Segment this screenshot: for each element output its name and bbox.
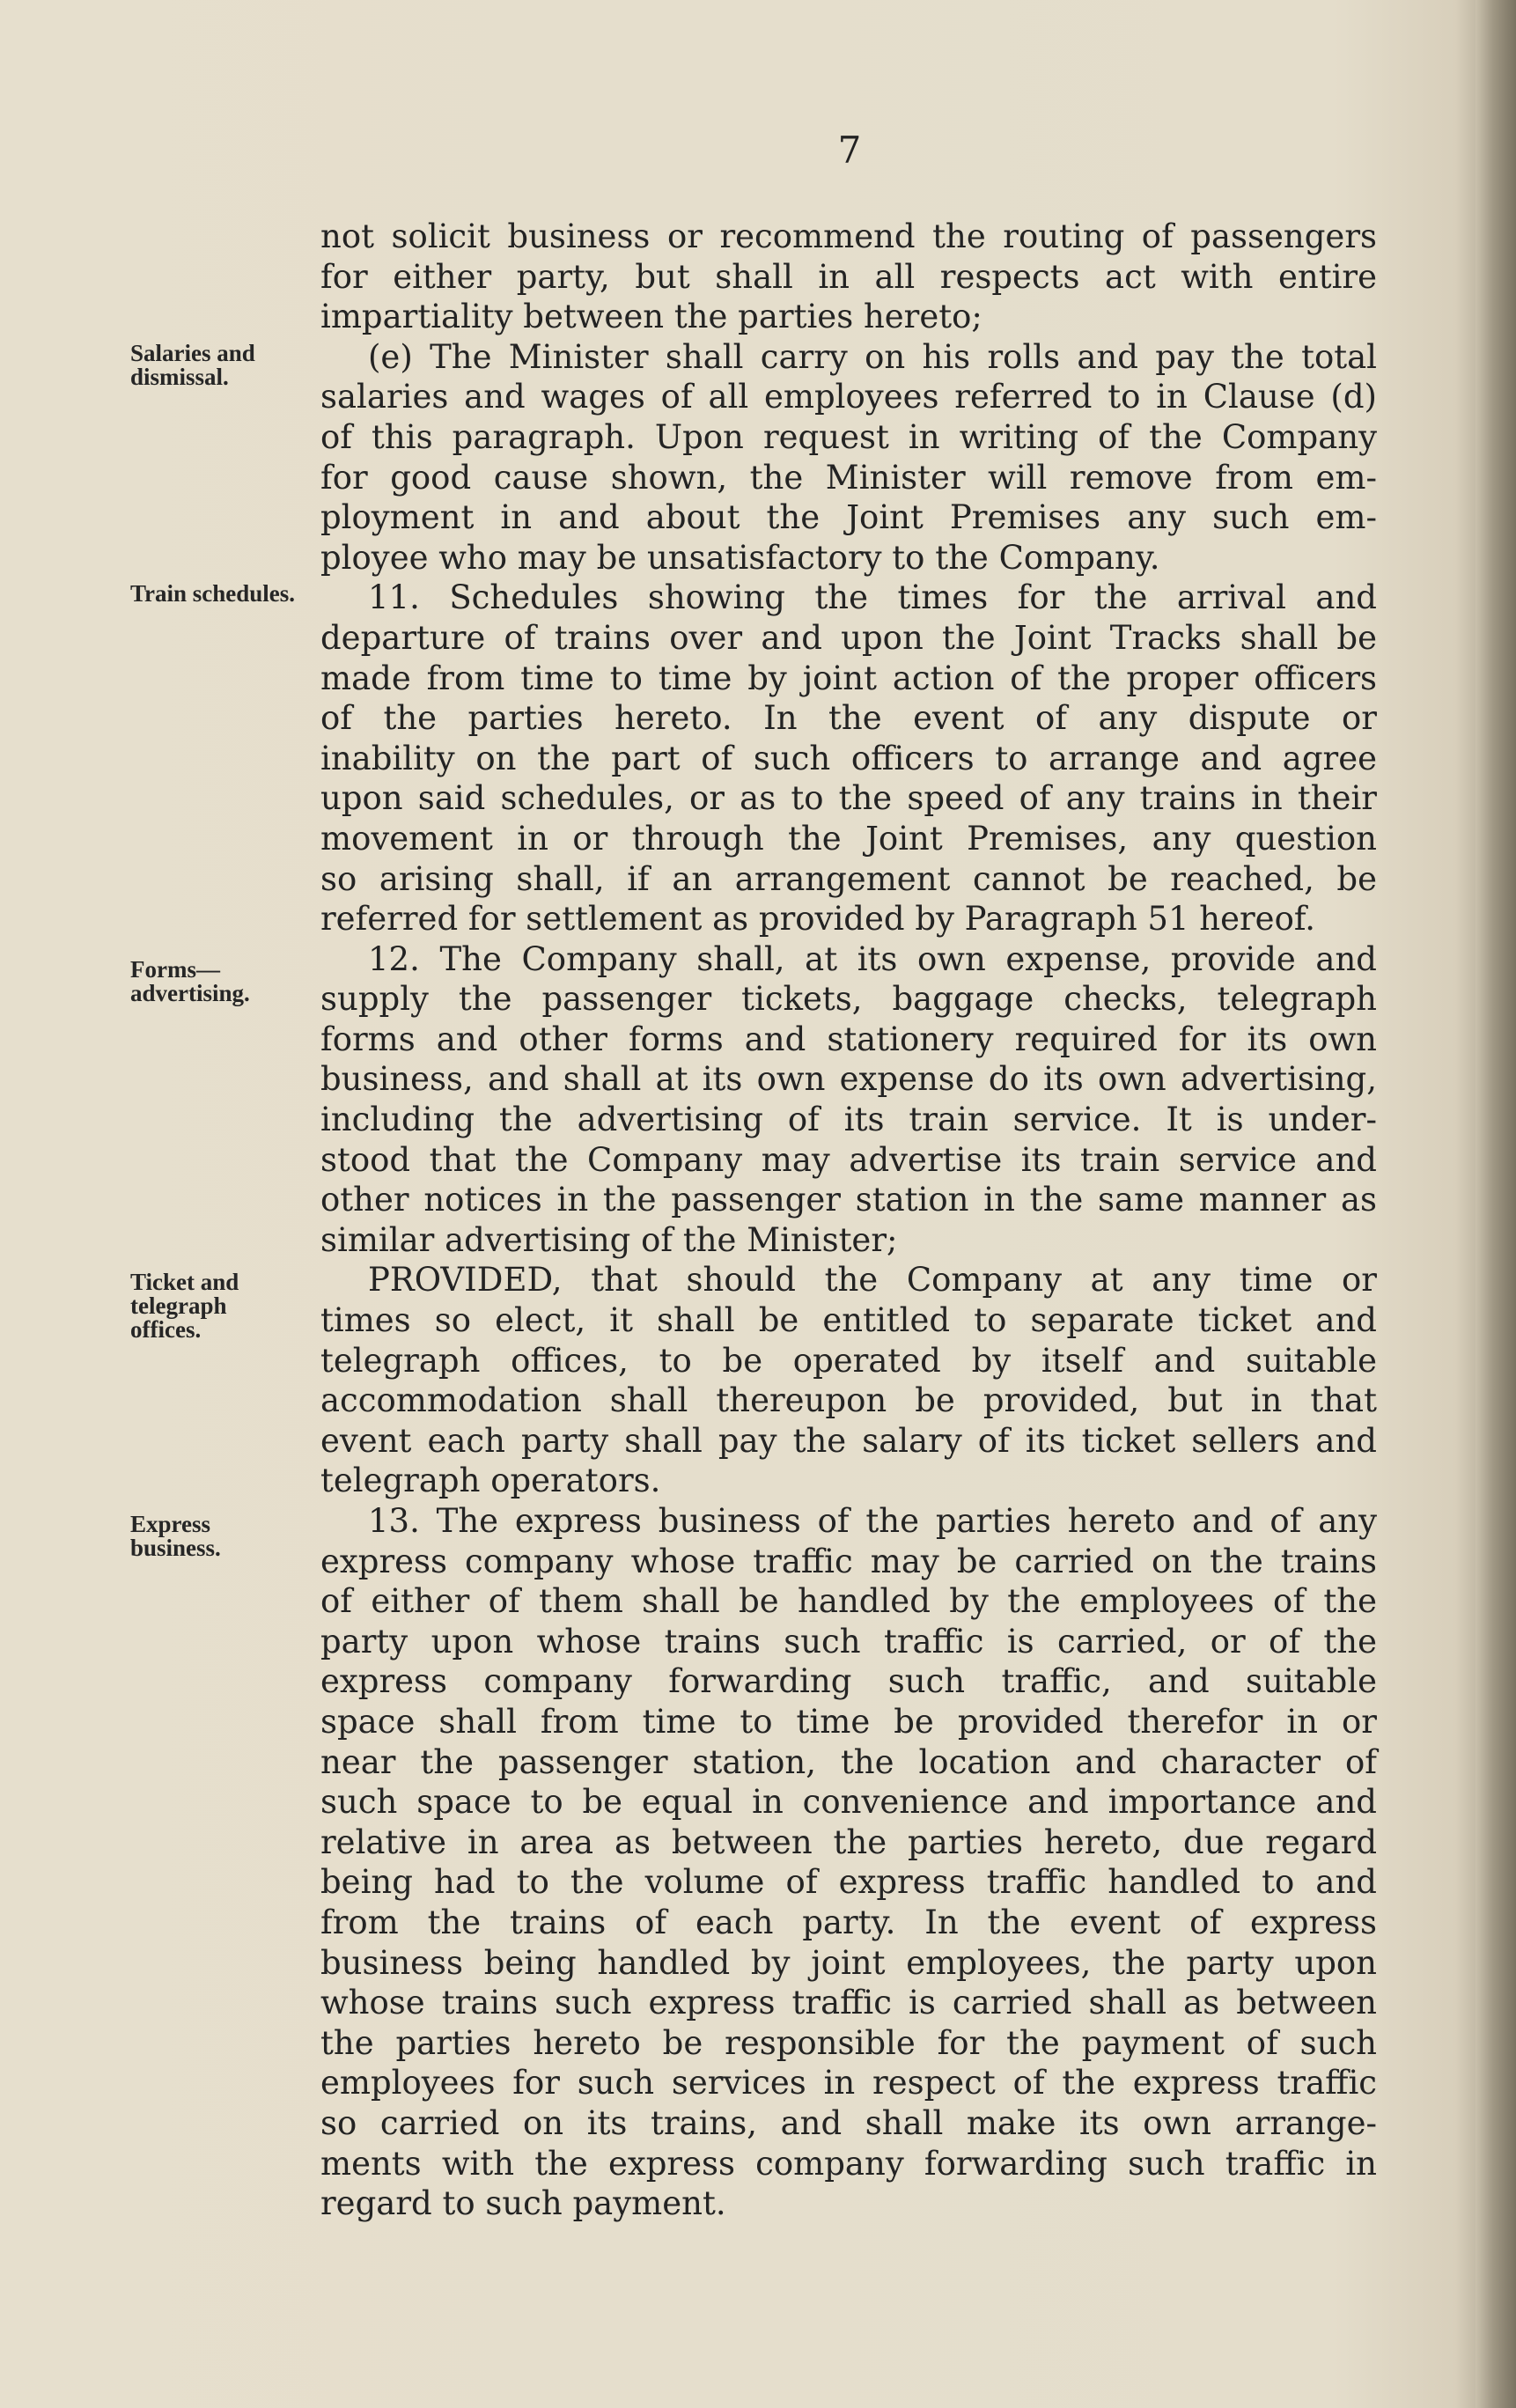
text-line: the parties hereto be responsible for the payment of such (320, 2023, 1377, 2062)
margin-note-train-schedules: Train schedules. (130, 580, 296, 607)
text-line: ployment in and about the Joint Premises any such em- (320, 498, 1377, 537)
text-line: similar advertising of the Minister; (320, 1220, 898, 1259)
text-line: space shall from time to time be provided therefor in or (320, 1702, 1377, 1741)
text-line: such space to be equal in convenience and importance and (320, 1783, 1377, 1822)
text-line: impartiality between the parties hereto; (320, 298, 982, 336)
text-line: inability on the part of such officers to arrange and agree (320, 739, 1377, 777)
text-line: relative in area as between the parties hereto, due regard (320, 1823, 1377, 1861)
text-line: ments with the express company forwarding such traffic in (320, 2144, 1377, 2183)
text-line: near the passenger station, the location and character of (320, 1742, 1377, 1781)
text-line: so carried on its trains, and shall make its own arrange- (320, 2103, 1377, 2142)
text-line: whose trains such express traffic is carried shall as between (320, 1984, 1377, 2022)
page-spine-shadow (1476, 0, 1516, 2408)
text-line: movement in or through the Joint Premises, any question (320, 819, 1377, 858)
text-line: 12. The Company shall, at its own expense, provide and (368, 939, 1377, 978)
text-line: stood that the Company may advertise its train service and (320, 1140, 1377, 1179)
text-line: regard to such payment. (320, 2184, 726, 2223)
text-line: 13. The express business of the parties hereto and of any (368, 1502, 1377, 1540)
text-line: made from time to time by joint action of the proper officers (320, 659, 1377, 697)
text-line: for either party, but shall in all respects act with entire (320, 257, 1377, 296)
text-line: event each party shall pay the salary of its ticket sellers and (320, 1421, 1377, 1460)
text-line: other notices in the passenger station in the same manner as (320, 1181, 1377, 1219)
text-line: being had to the volume of express traffic handled to and (320, 1863, 1377, 1902)
text-line: of the parties hereto. In the event of any dispute or (320, 699, 1377, 738)
text-line: salaries and wages of all employees referred to in Clause (d) (320, 378, 1377, 416)
text-line: business, and shall at its own expense do its own advertising, (320, 1060, 1377, 1099)
text-line: supply the passenger tickets, baggage checks, telegraph (320, 980, 1377, 1019)
text-line: for good cause shown, the Minister will remove from em- (320, 458, 1377, 497)
text-line: not solicit business or recommend the routing of passengers (320, 217, 1377, 255)
text-line: from the trains of each party. In the event of express (320, 1903, 1377, 1941)
text-line: telegraph offices, to be operated by itself and suitable (320, 1341, 1377, 1380)
text-line: telegraph operators. (320, 1462, 661, 1500)
text-line: so arising shall, if an arrangement cannot be reached, be (320, 859, 1377, 898)
text-line: employees for such services in respect of the express traffic (320, 2064, 1377, 2102)
text-line: (e) The Minister shall carry on his rolls and pay the total (368, 337, 1377, 376)
text-line: business being handled by joint employees, the party upon (320, 1943, 1377, 1982)
text-line: 11. Schedules showing the times for the arrival and (368, 578, 1377, 617)
text-line: including the advertising of its train service. It is under- (320, 1101, 1377, 1139)
page-number: 7 (837, 129, 862, 172)
text-line: express company forwarding such traffic, and suitable (320, 1662, 1377, 1701)
text-line: times so elect, it shall be entitled to separate ticket and (320, 1301, 1377, 1340)
text-line: departure of trains over and upon the Joint Tracks shall be (320, 618, 1377, 657)
text-line: of either of them shall be handled by the employees of the (320, 1582, 1377, 1621)
margin-note-salaries: Salaries and dismissal. (130, 340, 255, 390)
margin-note-express-business: Express business. (130, 1511, 221, 1561)
text-line: accommodation shall thereupon be provided, but in that (320, 1381, 1377, 1420)
body-text (320, 217, 1377, 2224)
text-line: party upon whose trains such traffic is carried, or of the (320, 1622, 1377, 1661)
margin-note-ticket-telegraph: Ticket and telegraph offices. (130, 1269, 239, 1343)
text-line: of this paragraph. Upon request in writing of the Company (320, 417, 1377, 456)
text-line: upon said schedules, or as to the speed of any trains in their (320, 779, 1377, 818)
text-line: forms and other forms and stationery required for its own (320, 1020, 1377, 1058)
text-line: express company whose traffic may be carried on the trains (320, 1542, 1377, 1580)
text-line: referred for settlement as provided by Paragraph 51 hereof. (320, 900, 1315, 939)
margin-note-forms-advertising: Forms— advertising. (130, 956, 250, 1006)
text-line: PROVIDED, that should the Company at any time or (368, 1261, 1377, 1300)
text-line: ployee who may be unsatisfactory to the Company. (320, 538, 1160, 577)
